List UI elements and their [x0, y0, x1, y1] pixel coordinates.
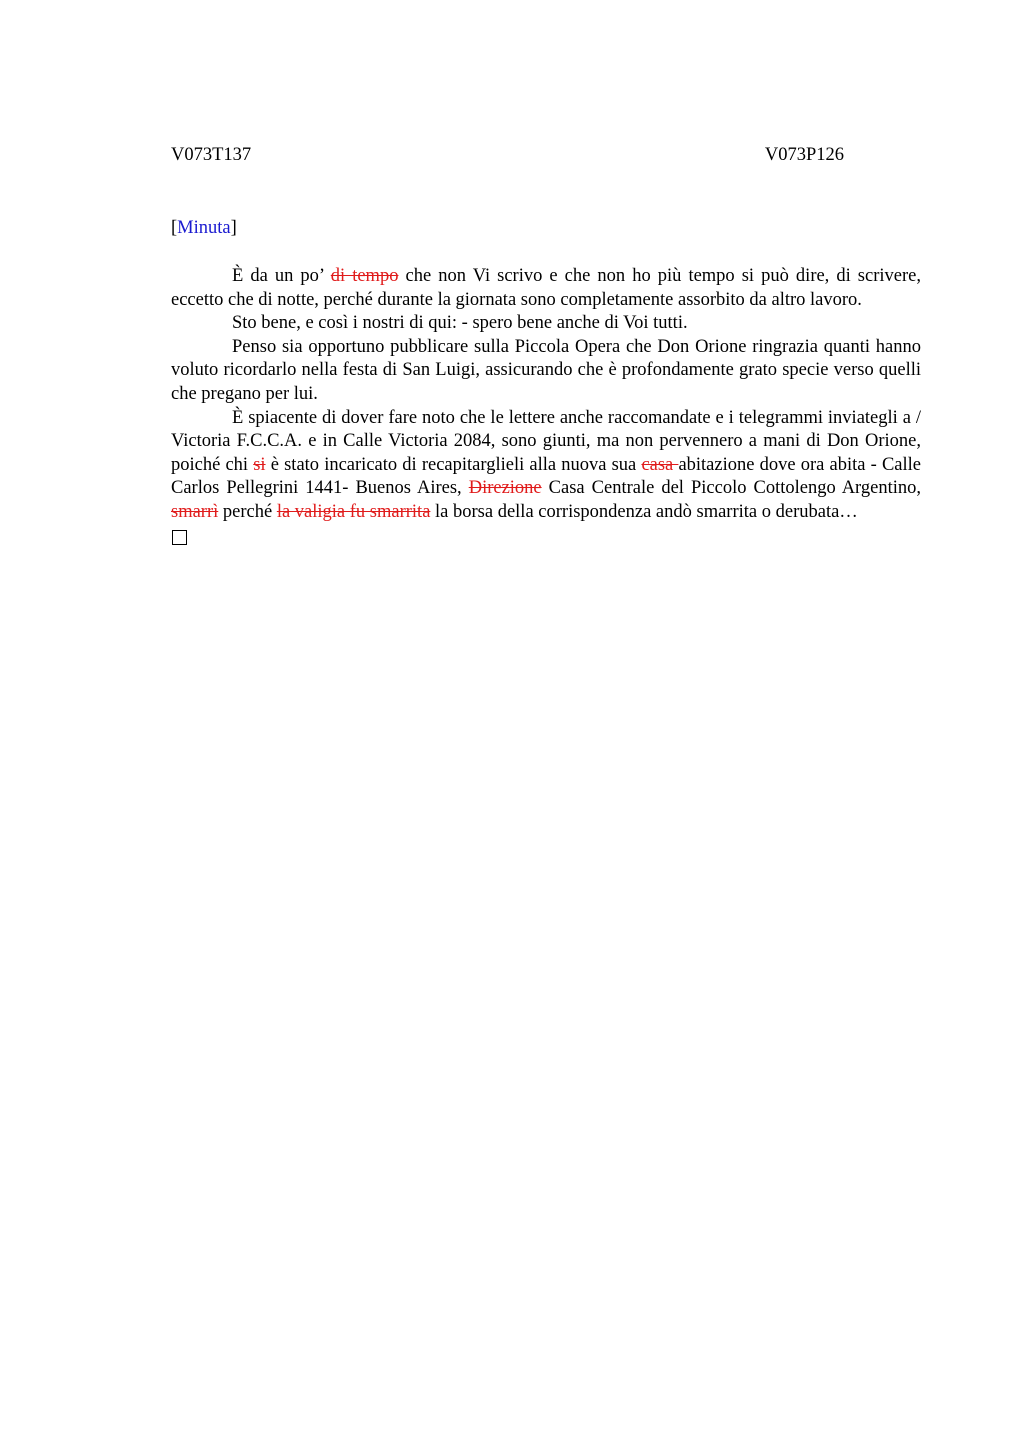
document-page — [171, 144, 921, 545]
paragraph-2: Sto bene, e così i nostri di qui: - spero bene anche di Voi tutti. — [232, 313, 688, 334]
paragraph-1: È da un po’ di tempo che non Vi scrivo e che non ho più tempo si può dire, di scrivere, eccetto che di notte, perché durante la giornata sono completamente assorbito da altro lavoro. — [171, 266, 921, 310]
deleted-text: di tempo — [330, 266, 399, 286]
letter-body — [171, 265, 921, 545]
deleted-text: Direzione — [468, 478, 542, 499]
deleted-text: la valigia fu smarrita — [276, 501, 431, 522]
paragraph-4: È spiacente di dover fare noto che le lettere anche raccomandate e i telegrammi inviategli a / Victoria F.C.C.A. e in Calle Victoria 2084, sono giunti, ma non pervennero a mani di Don Orione, poiché chi si è stato incaricato di recapitarglieli alla nuova sua casa abitazione dove ora abita - Calle Carlos Pellegrini 1441- Buenos Aires, Direzione Casa Centrale del Piccolo Cottolengo Argentino, smarrì perché la valigia fu smarrita la borsa della corrispondenza andò smarrita o derubata… — [171, 407, 922, 522]
document-id-left: V073T137 — [171, 145, 252, 165]
deleted-text: casa — [641, 454, 679, 475]
document-ids — [171, 144, 844, 168]
document-type-label: [Minuta] — [171, 218, 237, 238]
document-id-right: V073P126 — [764, 145, 844, 165]
deleted-text: si — [253, 454, 266, 475]
deleted-text: smarrì — [171, 501, 219, 522]
paragraph-3: Penso sia opportuno pubblicare sulla Piccola Opera che Don Orione ringrazia quanti hanno voluto ricordarlo nella festa di San Luigi, assicurando che è profondamente grato specie verso quelli che pregano per lui. — [171, 336, 921, 404]
minuta-label: Minuta — [177, 218, 231, 238]
end-marker-box-icon — [172, 530, 187, 545]
